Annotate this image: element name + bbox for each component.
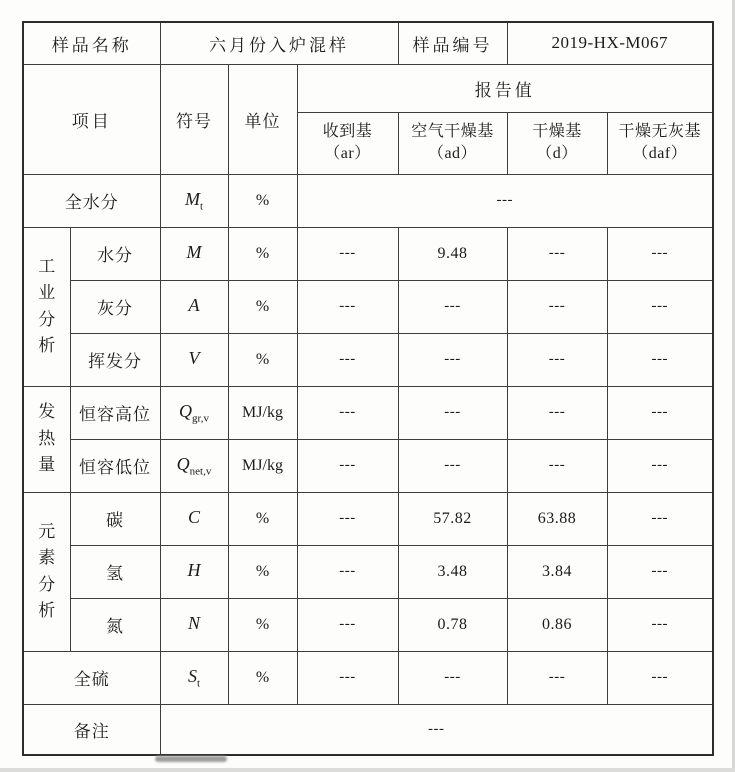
basis-name: 干燥无灰基	[618, 122, 702, 140]
ultimate-nitrogen-value-ad: 0.78	[398, 598, 507, 651]
remarks-value-cell: ---	[160, 704, 713, 755]
calorific-gross-value-ar: ---	[297, 386, 398, 439]
ultimate-group-cell	[23, 492, 70, 651]
symbol-Qnetv: $Q_{net,v}$	[176, 453, 212, 478]
table-row-proximate-ash	[23, 280, 713, 333]
calorific-net-symbol-cell	[160, 439, 228, 492]
proximate-group-label: 工业分析	[38, 256, 56, 355]
ultimate-hydrogen-symbol-cell	[160, 545, 228, 598]
table-row-calorific-net	[23, 439, 713, 492]
ultimate-carbon-value-daf: ---	[607, 492, 713, 545]
report-value-header-cell: 报告值	[297, 64, 713, 112]
proximate-moisture-value-ar: ---	[297, 227, 398, 280]
basis-name: 收到基	[322, 122, 373, 140]
table-row-remarks	[23, 704, 713, 755]
total-moisture-label-cell: 全水分	[23, 174, 160, 227]
total-moisture-merged-value-cell: ---	[297, 174, 713, 227]
table-row-total-sulfur	[23, 651, 713, 704]
symbol-St: $S_t$	[187, 665, 201, 690]
symbol-Qgrv: $Q_{gr,v}$	[179, 400, 209, 425]
proximate-volatile-value-daf: ---	[607, 333, 713, 386]
ultimate-carbon-label-cell: 碳	[70, 492, 160, 545]
table-row-calorific-gross	[23, 386, 713, 439]
symbol-M: M	[186, 241, 202, 262]
ultimate-nitrogen-label-cell: 氮	[70, 598, 160, 651]
sample-name-label-cell: 样品名称	[23, 22, 160, 64]
table-row-ultimate-nitrogen	[23, 598, 713, 651]
ultimate-hydrogen-value-ad: 3.48	[398, 545, 507, 598]
calorific-net-value-daf: ---	[607, 439, 713, 492]
ultimate-carbon-value-ar: ---	[297, 492, 398, 545]
basis-abbr: （d）	[536, 145, 578, 162]
sample-code-value-cell: 2019-HX-M067	[507, 22, 713, 64]
basis-name: 干燥基	[532, 122, 582, 140]
table-row-ultimate-carbon	[23, 492, 713, 545]
ultimate-nitrogen-symbol-cell	[160, 598, 228, 651]
proximate-moisture-value-d: ---	[507, 227, 607, 280]
proximate-ash-symbol-cell	[160, 280, 228, 333]
symbol-H: H	[187, 559, 201, 580]
proximate-ash-value-d: ---	[507, 280, 607, 333]
calorific-net-label-cell: 恒容低位	[70, 439, 160, 492]
calorific-net-value-ar: ---	[297, 439, 398, 492]
proximate-group-cell	[23, 227, 70, 386]
scan-edge-bottom	[0, 768, 735, 772]
ultimate-nitrogen-value-d: 0.86	[507, 598, 607, 651]
proximate-moisture-value-ad: 9.48	[398, 227, 507, 280]
ultimate-hydrogen-value-ar: ---	[297, 545, 398, 598]
proximate-volatile-value-ar: ---	[297, 333, 398, 386]
total-sulfur-value-daf: ---	[607, 651, 713, 704]
table-row-proximate-volatile	[23, 333, 713, 386]
proximate-moisture-label-cell: 水分	[70, 227, 160, 280]
proximate-volatile-symbol-cell	[160, 333, 228, 386]
proximate-volatile-value-d: ---	[507, 333, 607, 386]
ultimate-hydrogen-value-daf: ---	[607, 545, 713, 598]
proximate-moisture-unit-cell: %	[228, 227, 297, 280]
ultimate-group-label: 元素分析	[38, 521, 56, 620]
analysis-report-table	[22, 21, 714, 756]
ultimate-carbon-value-ad: 57.82	[398, 492, 507, 545]
calorific-net-unit-cell: MJ/kg	[228, 439, 297, 492]
total-sulfur-unit-cell: %	[228, 651, 297, 704]
remarks-label-cell: 备注	[23, 704, 160, 755]
symbol-C: C	[187, 506, 200, 527]
basis-abbr: （ad）	[427, 145, 478, 162]
total-moisture-symbol-cell	[160, 174, 228, 227]
total-moisture-unit-cell: %	[228, 174, 297, 227]
table-row-sample-info	[23, 22, 713, 64]
symbol-A: A	[188, 294, 200, 315]
ultimate-nitrogen-value-ar: ---	[297, 598, 398, 651]
calorific-gross-value-daf: ---	[607, 386, 713, 439]
symbol-Mt: $M_t$	[184, 188, 204, 213]
symbol-N: N	[187, 612, 200, 633]
calorific-gross-value-d: ---	[507, 386, 607, 439]
total-sulfur-value-ad: ---	[398, 651, 507, 704]
sample-code-label-cell: 样品编号	[398, 22, 507, 64]
ultimate-carbon-symbol-cell	[160, 492, 228, 545]
basis-abbr: （ar）	[324, 145, 371, 162]
calorific-gross-unit-cell: MJ/kg	[228, 386, 297, 439]
table-row-column-headers	[23, 64, 713, 112]
table-row-total-moisture	[23, 174, 713, 227]
proximate-ash-value-daf: ---	[607, 280, 713, 333]
ultimate-hydrogen-value-d: 3.84	[507, 545, 607, 598]
ultimate-hydrogen-unit-cell: %	[228, 545, 297, 598]
ultimate-nitrogen-unit-cell: %	[228, 598, 297, 651]
proximate-volatile-value-ad: ---	[398, 333, 507, 386]
calorific-gross-symbol-cell	[160, 386, 228, 439]
basis-name: 空气干燥基	[411, 122, 494, 140]
sample-name-value-cell: 六月份入炉混样	[160, 22, 398, 64]
basis-header-daf-cell	[607, 112, 713, 174]
calorific-gross-label-cell: 恒容高位	[70, 386, 160, 439]
ultimate-hydrogen-label-cell: 氢	[70, 545, 160, 598]
proximate-ash-unit-cell: %	[228, 280, 297, 333]
ultimate-carbon-value-d: 63.88	[507, 492, 607, 545]
proximate-ash-value-ar: ---	[297, 280, 398, 333]
calorific-group-label: 发热量	[38, 402, 56, 475]
total-sulfur-value-d: ---	[507, 651, 607, 704]
basis-abbr: （daf）	[632, 145, 688, 162]
ultimate-nitrogen-value-daf: ---	[607, 598, 713, 651]
calorific-gross-value-ad: ---	[398, 386, 507, 439]
calorific-group-cell	[23, 386, 70, 492]
basis-header-d-cell	[507, 112, 607, 174]
proximate-volatile-unit-cell: %	[228, 333, 297, 386]
total-sulfur-symbol-cell	[160, 651, 228, 704]
basis-header-ar-cell	[297, 112, 398, 174]
proximate-ash-value-ad: ---	[398, 280, 507, 333]
proximate-moisture-value-daf: ---	[607, 227, 713, 280]
ultimate-carbon-unit-cell: %	[228, 492, 297, 545]
basis-header-ad-cell	[398, 112, 507, 174]
total-sulfur-label-cell: 全硫	[23, 651, 160, 704]
symbol-header-cell: 符号	[160, 64, 228, 174]
calorific-net-value-d: ---	[507, 439, 607, 492]
unit-header-cell: 单位	[228, 64, 297, 174]
proximate-moisture-symbol-cell	[160, 227, 228, 280]
calorific-net-value-ad: ---	[398, 439, 507, 492]
table-row-proximate-moisture	[23, 227, 713, 280]
total-sulfur-value-ar: ---	[297, 651, 398, 704]
table-row-ultimate-hydrogen	[23, 545, 713, 598]
symbol-V: V	[188, 347, 200, 368]
item-header-cell: 项目	[23, 64, 160, 174]
scan-smudge	[155, 756, 227, 762]
proximate-volatile-label-cell: 挥发分	[70, 333, 160, 386]
proximate-ash-label-cell: 灰分	[70, 280, 160, 333]
